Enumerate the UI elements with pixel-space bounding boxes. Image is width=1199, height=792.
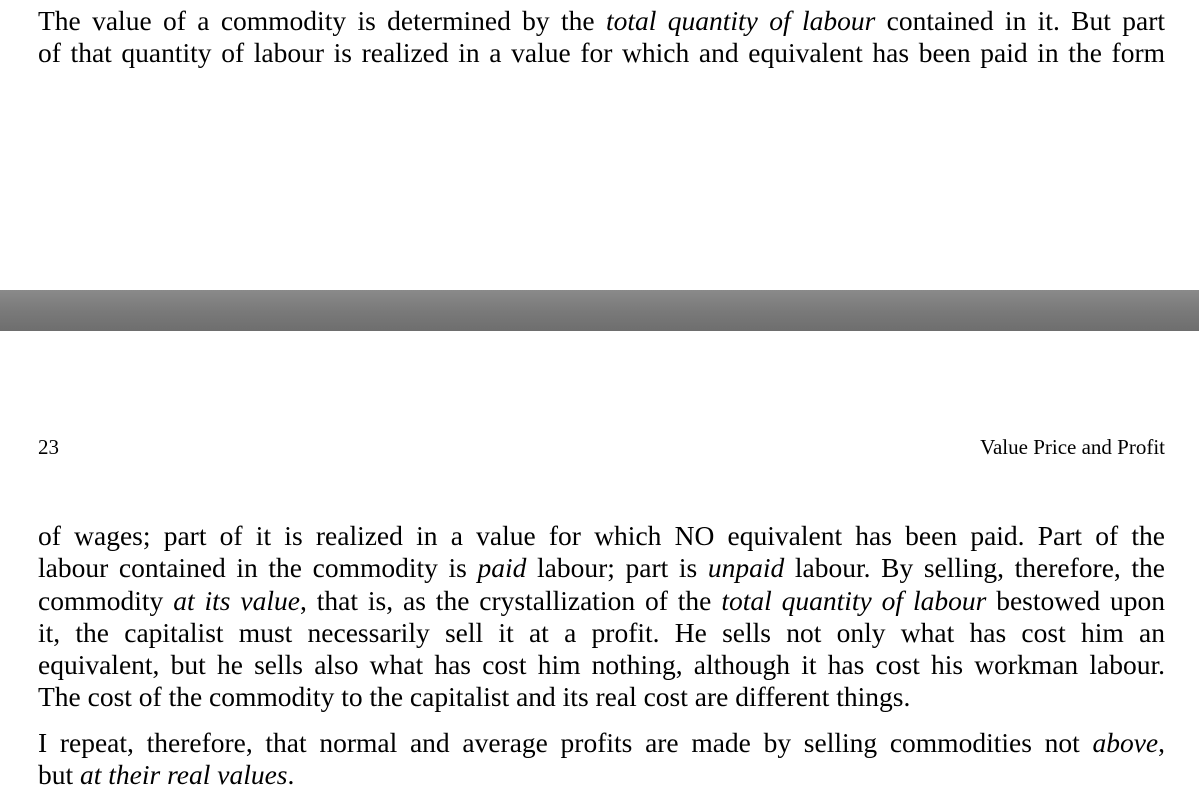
italic-text: at their real values bbox=[80, 759, 288, 791]
text-line bbox=[38, 759, 1165, 791]
text-run: I repeat, therefore, that normal and average profits are made by selling commodities not bbox=[38, 727, 1093, 758]
text-line bbox=[38, 552, 1165, 584]
page-separator bbox=[0, 290, 1199, 331]
text-line: of that quantity of labour is realized in a value for which and equivalent has been paid in the form bbox=[38, 37, 1165, 69]
text-run: but bbox=[38, 759, 81, 791]
page-number: 23 bbox=[38, 435, 59, 459]
text-line: of wages; part of it is realized in a value for which NO equivalent has been paid. Part of the bbox=[38, 520, 1165, 551]
text-run: labour contained in the commodity is bbox=[38, 552, 478, 584]
text-run: , bbox=[1158, 727, 1165, 758]
text-line bbox=[38, 5, 1165, 37]
text-run: labour; part is bbox=[526, 552, 708, 584]
text-line: it, the capitalist must necessarily sell it at a profit. He sells not only what has cost him an bbox=[38, 616, 1165, 648]
text-run: The value of a commodity is determined by the bbox=[38, 5, 606, 36]
text-run: commodity bbox=[38, 584, 174, 616]
italic-text: unpaid bbox=[707, 552, 785, 584]
top-paragraph bbox=[38, 5, 1165, 70]
text-line: equivalent, but he sells also what has cost him nothing, although it has cost his workman labour. bbox=[38, 649, 1165, 681]
italic-text: above bbox=[1092, 727, 1159, 758]
running-header-title: Value Price and Profit bbox=[980, 435, 1165, 459]
text-run: bestowed upon bbox=[986, 584, 1165, 616]
text-line: The cost of the commodity to the capitalist and its real cost are different things. bbox=[38, 681, 911, 713]
text-line bbox=[38, 585, 1165, 617]
top-page bbox=[0, 0, 1199, 290]
italic-text: paid bbox=[477, 552, 527, 584]
italic-text: total quantity of labour bbox=[721, 584, 987, 616]
text-line bbox=[38, 727, 1165, 759]
italic-text: total quantity of labour bbox=[605, 5, 876, 36]
text-run: contained in it. But part bbox=[875, 5, 1166, 36]
text-run: , that is, as the crystallization of the bbox=[299, 584, 722, 616]
bottom-paragraph-1 bbox=[38, 520, 1165, 714]
text-run: labour. By selling, therefore, the bbox=[784, 552, 1165, 584]
text-run: . bbox=[287, 759, 295, 791]
italic-text: at its value bbox=[173, 584, 300, 616]
